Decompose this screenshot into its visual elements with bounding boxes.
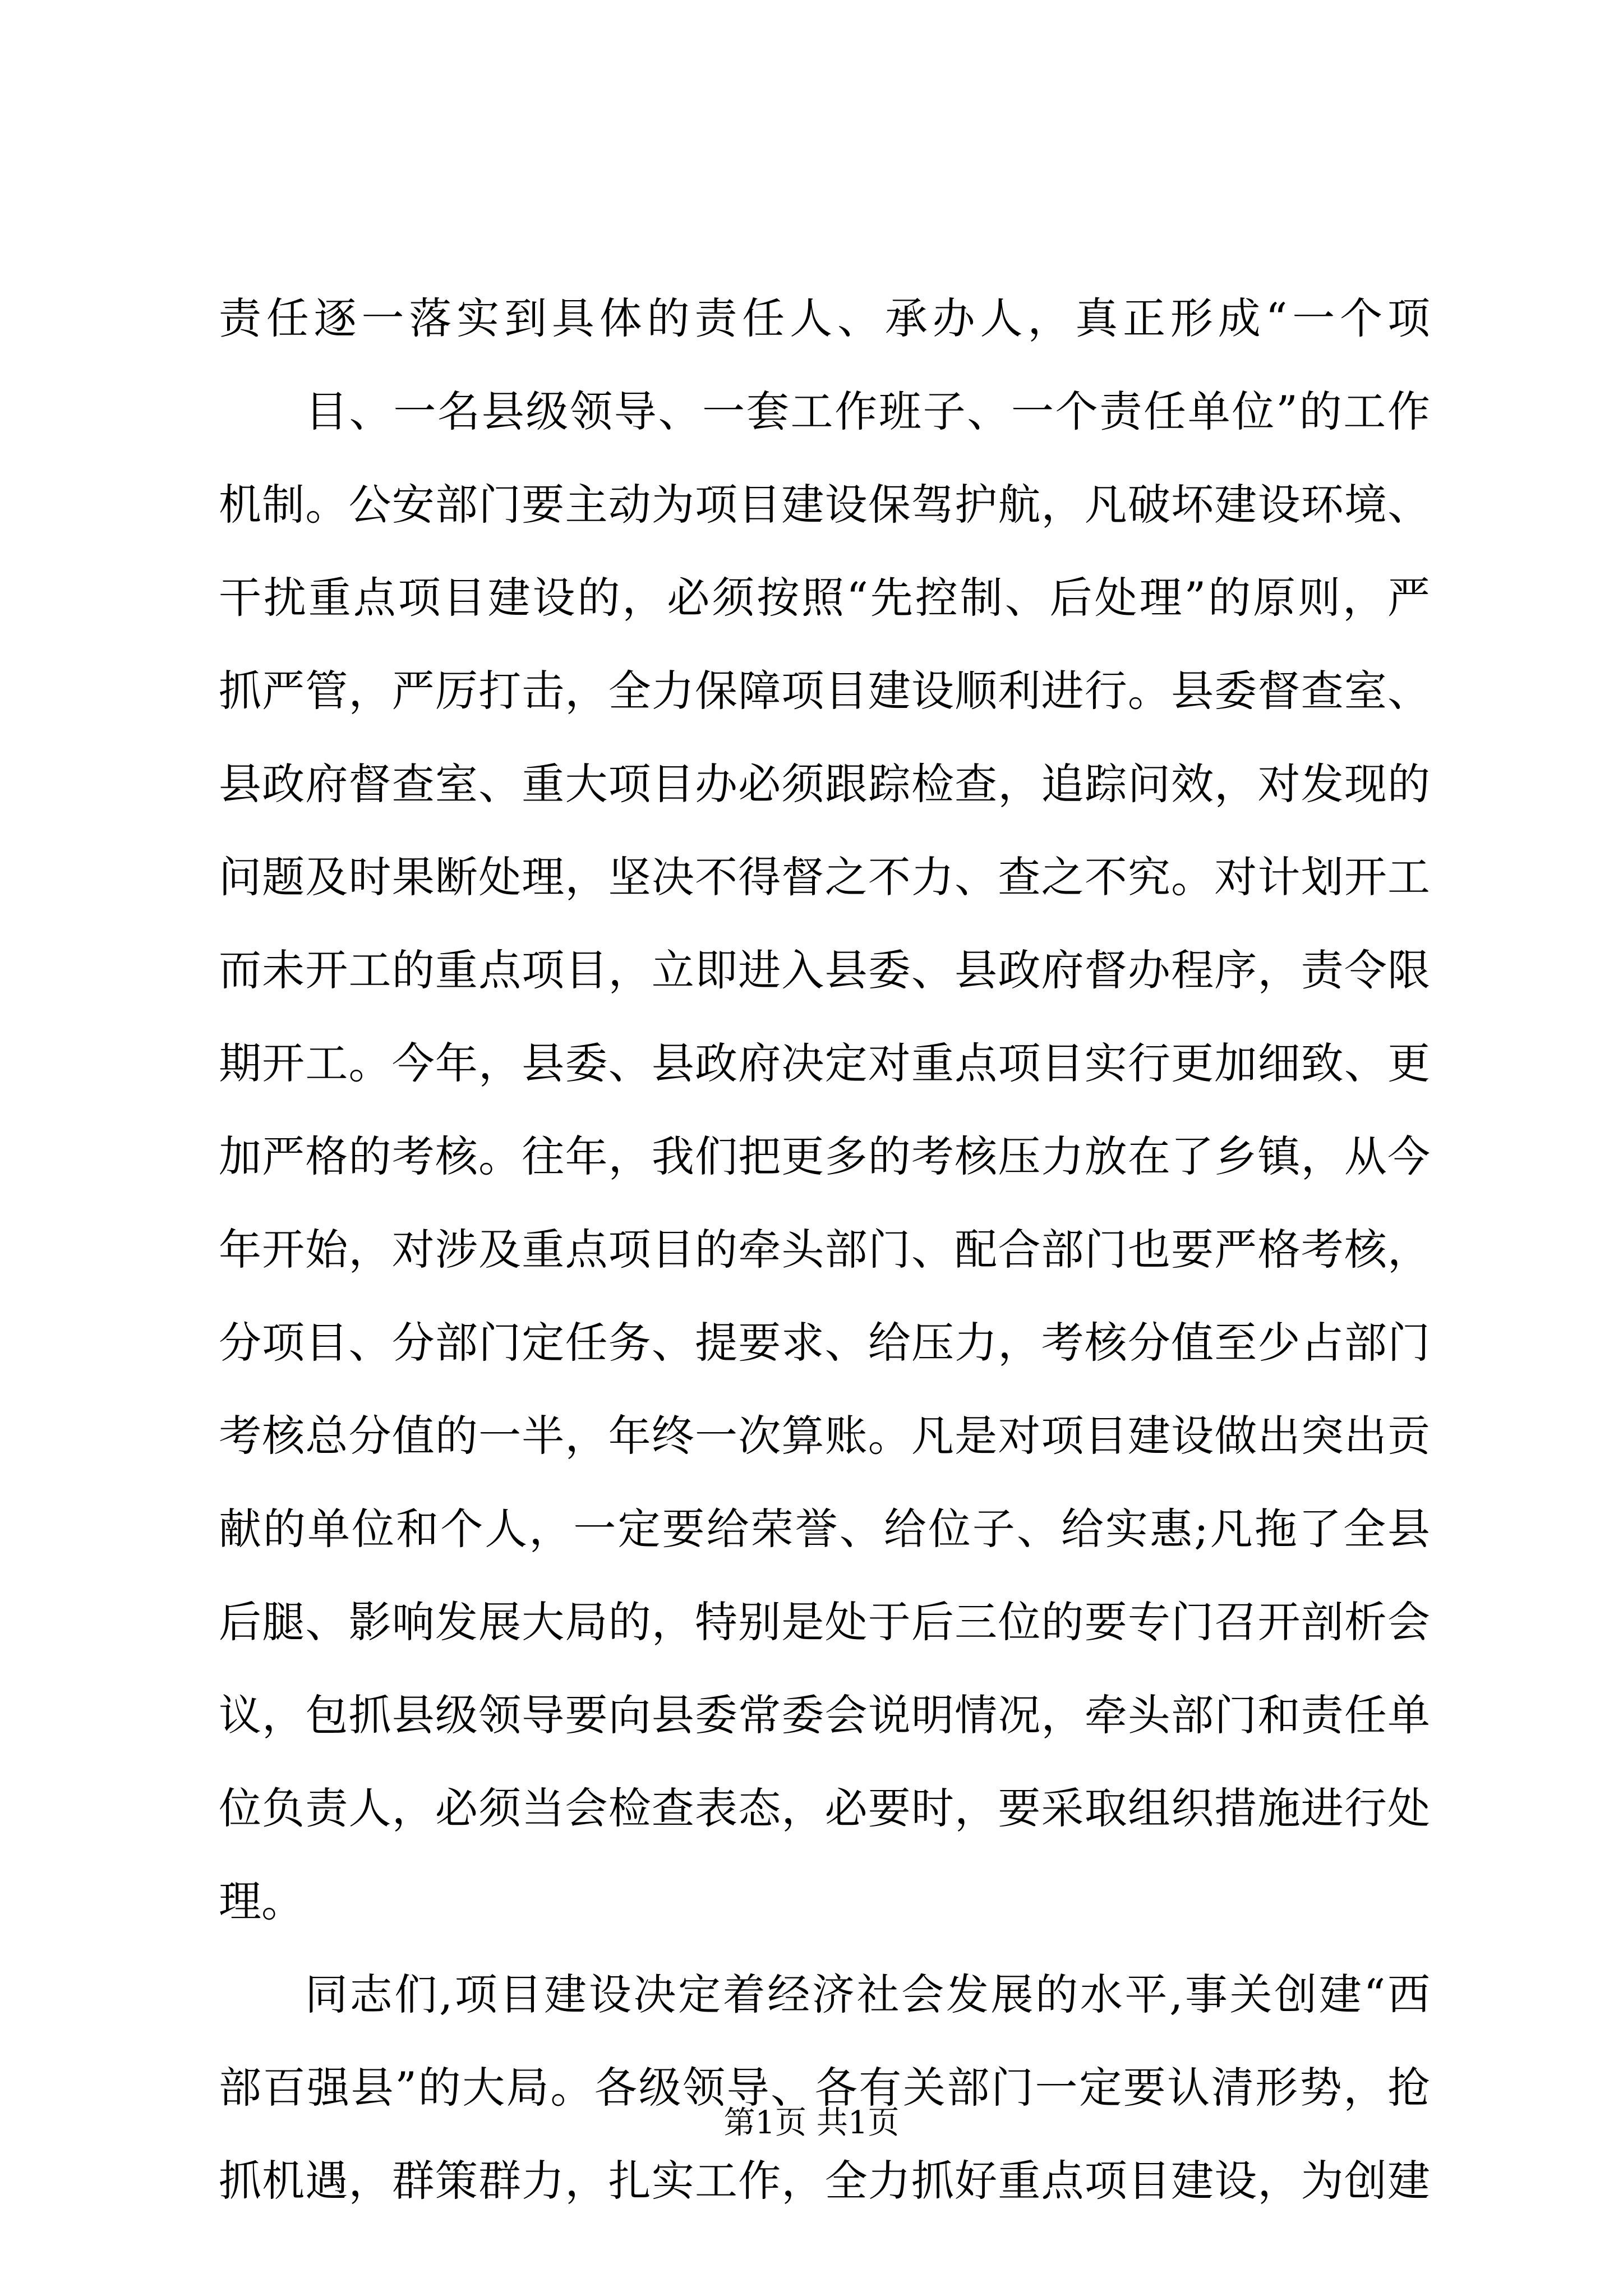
text-line: 抓严管，严厉打击，全力保障项目建设顺利进行。县委督查室、 bbox=[219, 666, 1430, 716]
text-line: 责任逐一落实到具体的责任人、承办人，真正形成“一个项 bbox=[219, 293, 1430, 343]
text-line: 而未开工的重点项目，立即进入县委、县政府督办程序，责令限 bbox=[219, 945, 1430, 995]
text-line: 抓机遇，群策群力，扎实工作，全力抓好重点项目建设，为创建 bbox=[219, 2156, 1430, 2206]
text-line: 理。 bbox=[219, 1876, 304, 1926]
text-line: 议，包抓县级领导要向县委常委会说明情况，牵头部门和责任单 bbox=[219, 1690, 1430, 1740]
text-line: 部百强县”的大局。各级领导、各有关部门一定要认清形势，抢 bbox=[219, 2063, 1430, 2113]
text-line: 献的单位和个人，一定要给荣誉、给位子、给实惠;凡拖了全县 bbox=[219, 1504, 1430, 1554]
page-footer: 第1页 共1页 bbox=[723, 2105, 900, 2141]
text-line: 目、一名县级领导、一套工作班子、一个责任单位”的工作 bbox=[305, 386, 1430, 436]
text-line: 干扰重点项目建设的，必须按照“先控制、后处理”的原则，严 bbox=[219, 573, 1430, 623]
text-line: 考核总分值的一半，年终一次算账。凡是对项目建设做出突出贡 bbox=[219, 1411, 1430, 1461]
text-line: 年开始，对涉及重点项目的牵头部门、配合部门也要严格考核， bbox=[219, 1225, 1430, 1274]
text-line: 机制。公安部门要主动为项目建设保驾护航，凡破坏建设环境、 bbox=[219, 480, 1430, 530]
text-line: 分项目、分部门定任务、提要求、给压力，考核分值至少占部门 bbox=[219, 1318, 1430, 1368]
text-line: 县政府督查室、重大项目办必须跟踪检查，追踪问效，对发现的 bbox=[219, 759, 1430, 809]
text-line: 期开工。今年，县委、县政府决定对重点项目实行更加细致、更 bbox=[219, 1038, 1430, 1088]
text-line: 问题及时果断处理，坚决不得督之不力、查之不究。对计划开工 bbox=[219, 852, 1430, 902]
text-line: 加严格的考核。往年，我们把更多的考核压力放在了乡镇，从今 bbox=[219, 1131, 1430, 1181]
text-line: 后腿、影响发展大局的，特别是处于后三位的要专门召开剖析会 bbox=[219, 1597, 1430, 1647]
paragraph-start-line: 同志们,项目建设决定着经济社会发展的水平,事关创建“西 bbox=[305, 1970, 1430, 2019]
text-line: 位负责人，必须当会检查表态，必要时，要采取组织措施进行处 bbox=[219, 1783, 1430, 1833]
